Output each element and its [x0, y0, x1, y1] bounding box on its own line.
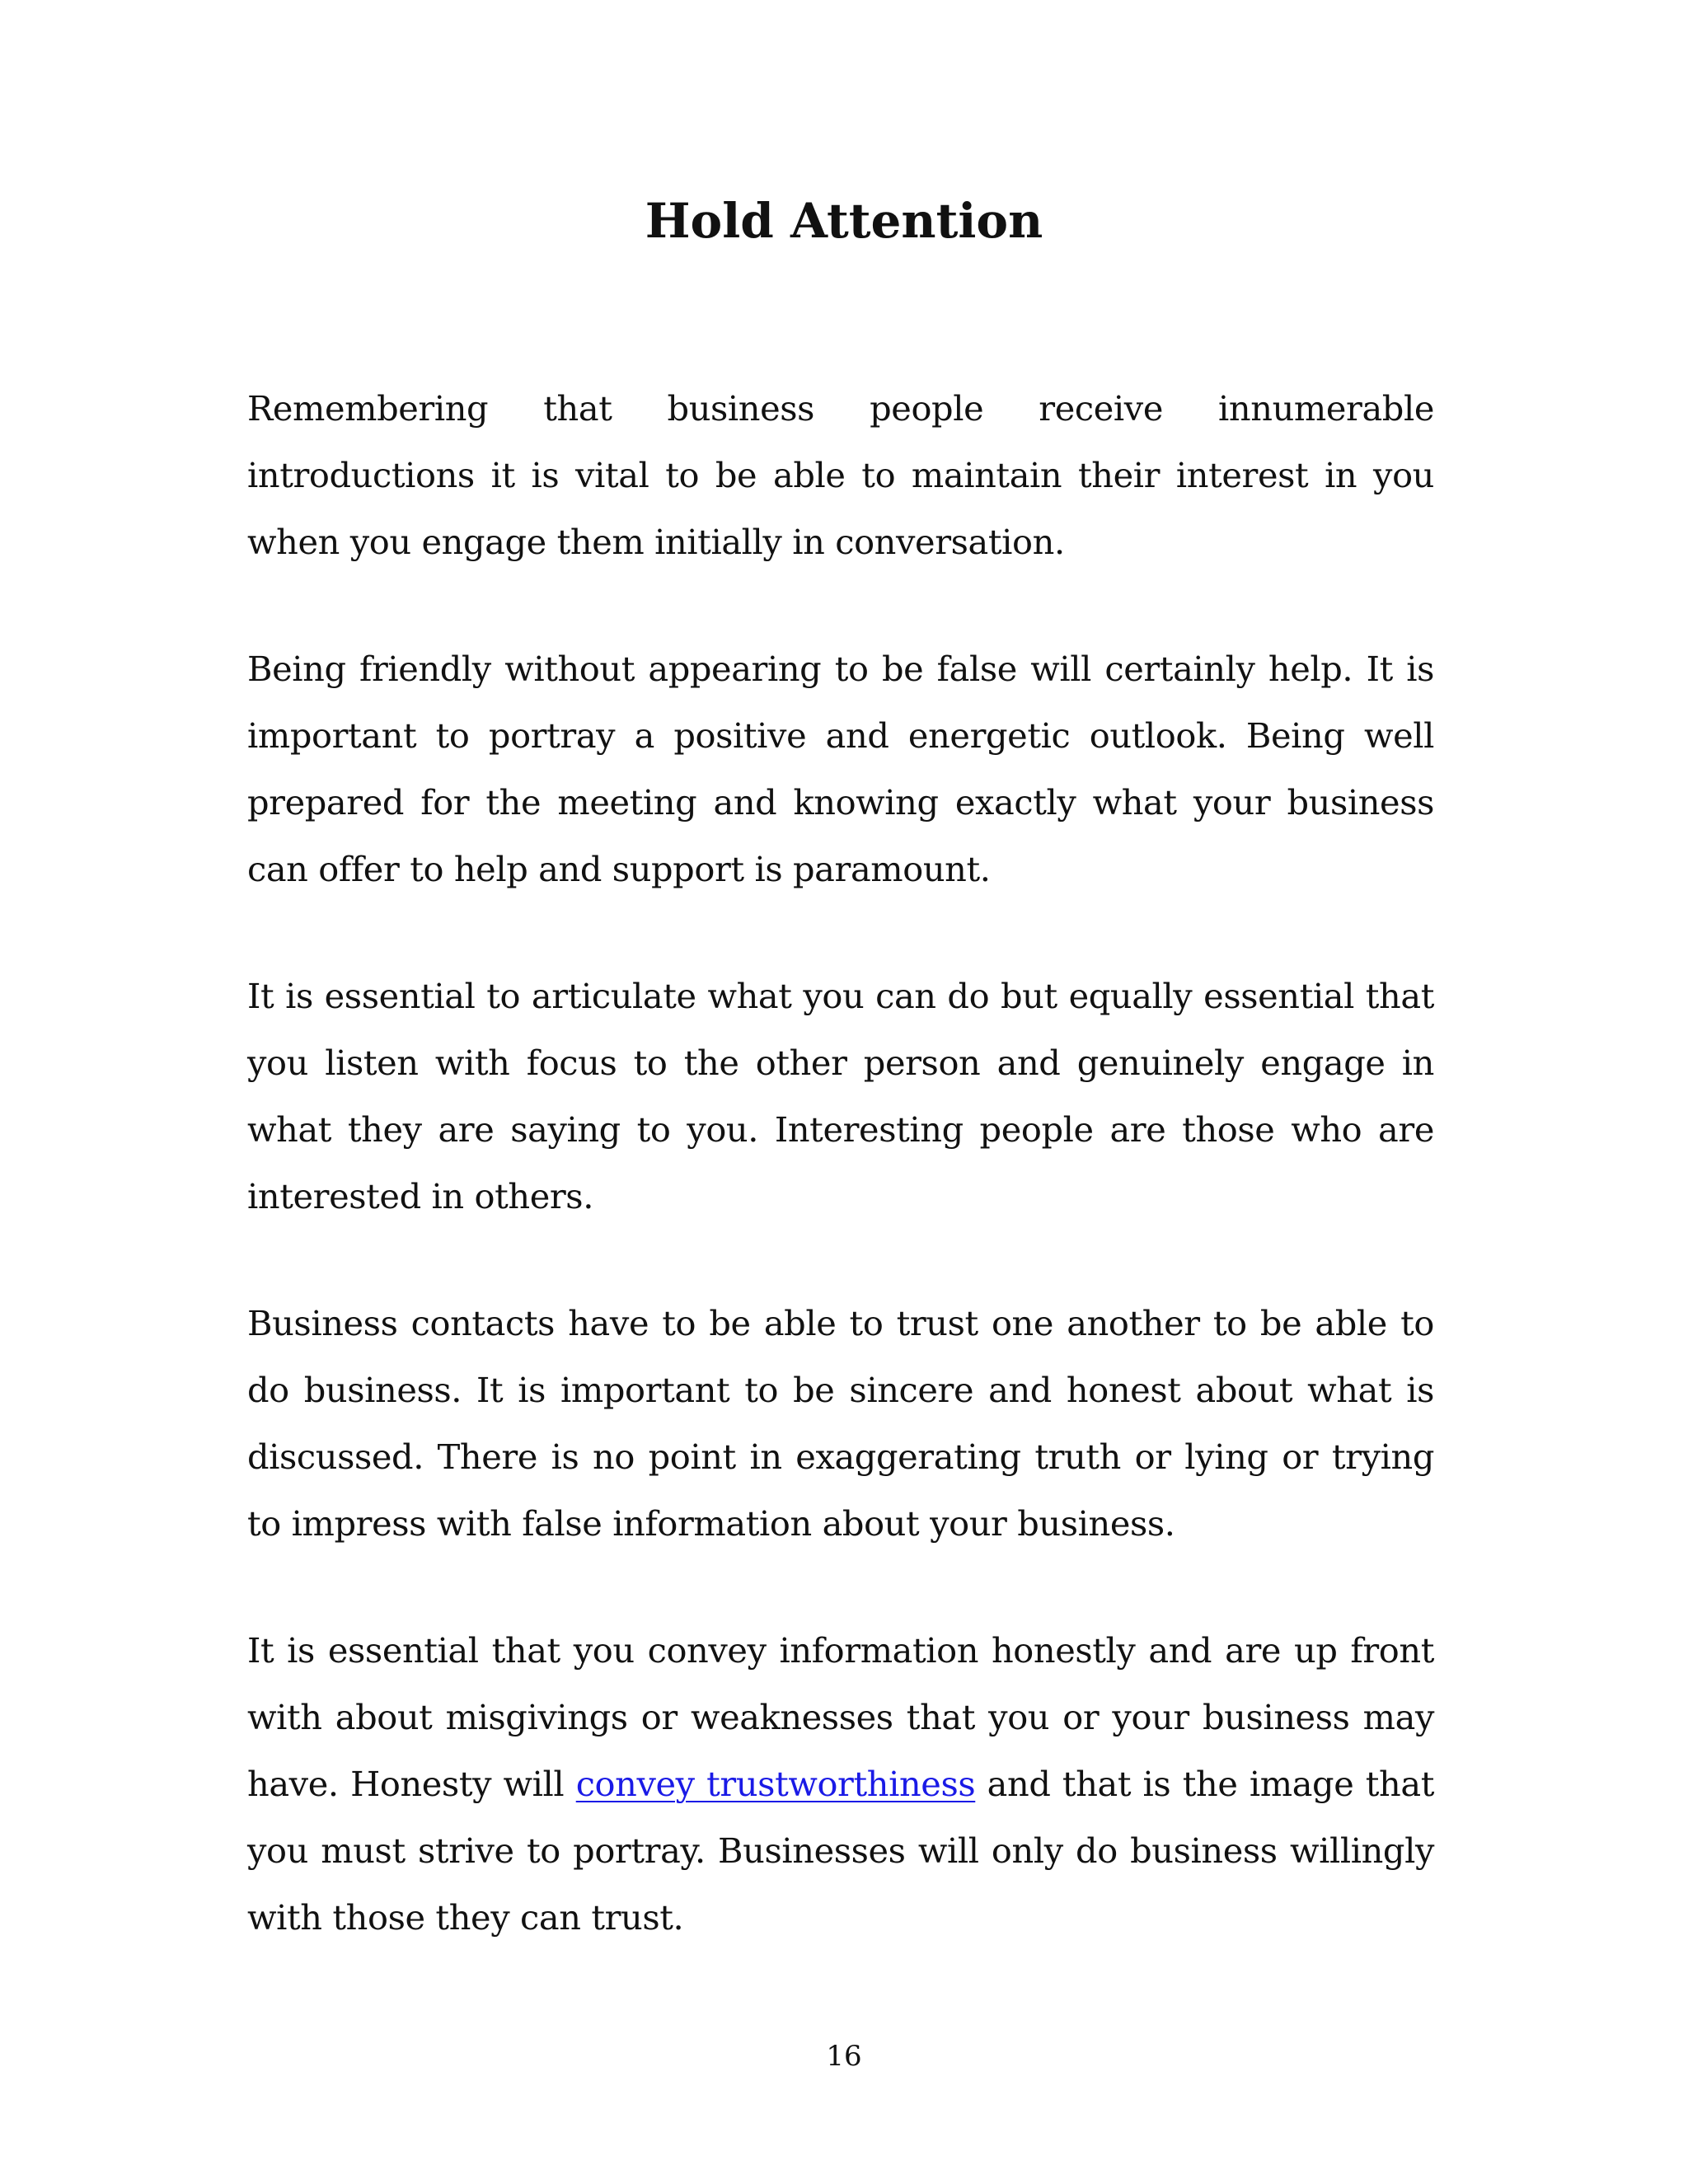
trustworthiness-link[interactable]: convey trustworthiness [575, 1764, 976, 1804]
body-text [247, 375, 1434, 2011]
paragraph-1: Remembering that business people receive innumerable introductions it is vital to be able to maintain their interest in you when you engage them initially in conversation. [247, 388, 1434, 562]
paragraph-5-before-link: It is essential that you convey information honestly and are up front with about misgivings or weaknesses that you or your business may have. Honesty will [247, 1630, 1434, 1804]
page-title: Hold Attention [645, 193, 1043, 249]
paragraph-4: Business contacts have to be able to trust one another to be able to do business. It is important to be sincere and honest about what is discussed. There is no point in exaggerating truth or lying or trying to impress with false information about your business. [247, 1303, 1434, 1544]
page-number: 16 [826, 2040, 862, 2073]
paragraph-5-after-link: and that is the image that you must strive to portray. Businesses will only do business willingly with those they can trust. [247, 1764, 1435, 1938]
paragraph-3: It is essential to articulate what you can do but equally essential that you listen with focus to the other person and genuinely engage in what they are saying to you. Interesting people are those who are interested in others. [247, 976, 1434, 1216]
paragraph-2: Being friendly without appearing to be false will certainly help. It is important to portray a positive and energetic outlook. Being well prepared for the meeting and knowing exactly what your business can offer to help and support is paramount. [247, 649, 1434, 889]
paragraph-5 [247, 1617, 1434, 1951]
